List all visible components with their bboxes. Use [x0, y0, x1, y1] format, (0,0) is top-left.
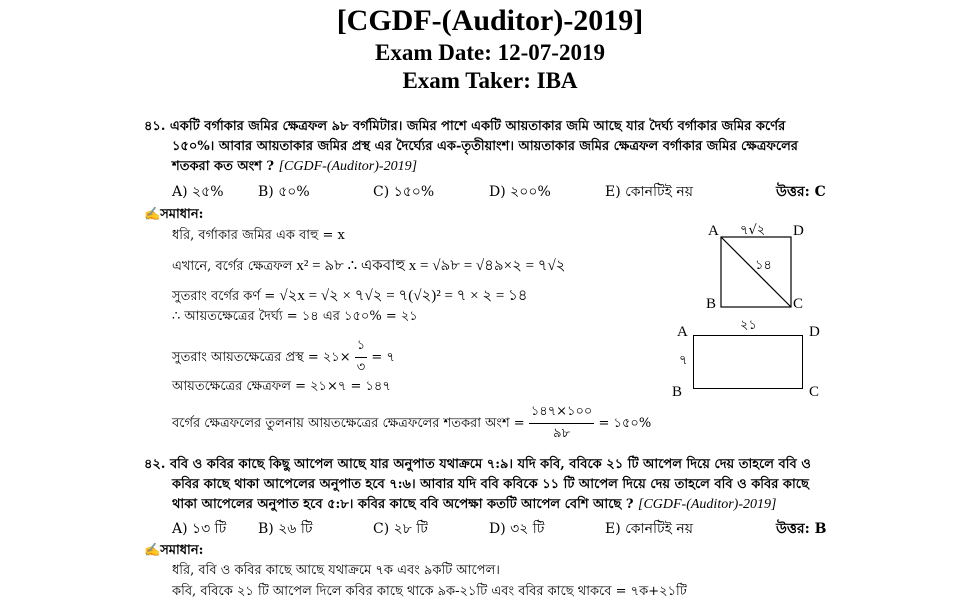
- question-42-source: [CGDF-(Auditor)-2019]: [638, 497, 777, 512]
- square-label-b: B: [706, 296, 717, 312]
- square-top-side: ৭√২: [740, 223, 766, 238]
- option-b: B) ৫০%: [258, 184, 310, 200]
- question-41-line-3: [172, 157, 417, 178]
- question-42-line-1: ৪২. ববি ও কবির কাছে কিছু আপেল আছে যার অনুপাত যথাক্রমে ৭:৯। যদি কবি, ববিকে ২১ টি আপেল দিয়ে দেয় তাহলে ববি ও: [144, 457, 811, 472]
- rectangle-label-d: D: [809, 324, 820, 340]
- question-41-source: [CGDF-(Auditor)-2019]: [278, 159, 418, 174]
- option-a: A) ১৩ টি: [172, 521, 227, 537]
- option-e: E) কোনটিই নয়: [605, 521, 693, 537]
- rectangle-label-c: C: [809, 384, 820, 400]
- answer-42: উত্তর: B: [776, 521, 827, 537]
- rectangle-label-b: B: [672, 384, 683, 400]
- rectangle-top-side: ২১: [740, 318, 757, 333]
- solution-41-line-5: সুতরাং আয়তক্ষেত্রের প্রস্থ = ২১× $\frac{১}{৩}$ = ৭: [172, 338, 395, 375]
- question-41-line-1: ৪১. একটি বর্গাকার জমির ক্ষেত্রফল ৯৮ বর্গমিটার। জমির পাশে একটি আয়তাকার জমি আছে যার দৈর্ঘ্য বর্গাকার জমির কর্ণের: [144, 119, 786, 134]
- exam-taker: Exam Taker: IBA: [402, 68, 578, 93]
- square-label-c: C: [793, 296, 804, 312]
- option-c: C) ২৮ টি: [373, 521, 428, 537]
- rectangle-label-a: A: [677, 324, 688, 340]
- solution-41-heading: ✍সমাধান:: [144, 207, 204, 222]
- pen-icon: ✍: [144, 543, 161, 558]
- solution-41-line-1: ধরি, বর্গাকার জমির এক বাহু = x: [172, 228, 345, 243]
- question-41-line-2: ১৫০%। আবার আয়তাকার জমির প্রস্থ এর দৈর্ঘ্যের এক-তৃতীয়াংশ। আয়তাকার জমির ক্ষেত্রফল বর্গাকার জমির ক্ষেত্রফলের: [172, 139, 798, 154]
- option-a: A) ২৫%: [172, 184, 224, 200]
- rectangle-shape: [693, 335, 803, 389]
- square-label-a: A: [708, 223, 719, 239]
- question-42-line-3: [172, 495, 776, 516]
- pen-icon: ✍: [144, 207, 161, 222]
- option-e: E) কোনটিই নয়: [605, 184, 693, 200]
- answer-41: উত্তর: C: [776, 184, 826, 200]
- solution-42-heading: ✍সমাধান:: [144, 543, 204, 558]
- solution-42-line-2: কবি, ববিকে ২১ টি আপেল দিলে কবির কাছে থাকে ৯ক-২১টি এবং ববির কাছে থাকবে = ৭ক+২১টি: [172, 584, 687, 599]
- question-42-text-end: থাকা আপেলের অনুপাত হবে ৫:৮। কবির কাছে ববি অপেক্ষা কতটি আপেল বেশি আছে ?: [172, 497, 634, 512]
- document-title: [CGDF-(Auditor)-2019]: [336, 4, 644, 37]
- solution-41-line-3: সুতরাং বর্গের কর্ণ = √২x = √২ × ৭√২ = ৭(√২)² = ৭ × ২ = ১৪: [172, 288, 528, 304]
- solution-41-line-7: বর্গের ক্ষেত্রফলের তুলনায় আয়তক্ষেত্রের ক্ষেত্রফলের শতকরা অংশ = $\frac{১৪৭\times ১০০}{৯৮}$ = ১৫০%: [172, 404, 652, 441]
- option-c: C) ১৫০%: [373, 184, 435, 200]
- exam-date: Exam Date: 12-07-2019: [375, 40, 605, 65]
- rectangle-left-side: ৭: [679, 353, 688, 368]
- question-42-line-2: কবির কাছে থাকা আপেলের অনুপাত হবে ৭:৬। আবার যদি ববি কবিকে ১১ টি আপেল দিয়ে দেয় তাহলে ববি ও কবির কাছে: [172, 477, 809, 492]
- option-b: B) ২৬ টি: [258, 521, 313, 537]
- solution-41-line-2: এখানে, বর্গের ক্ষেত্রফল x² = ৯৮ ∴ একবাহু x = √৯৮ = √৪৯×২ = ৭√২: [172, 258, 566, 274]
- solution-41-line-6: আয়তক্ষেত্রের ক্ষেত্রফল = ২১×৭ = ১৪৭: [172, 379, 391, 394]
- option-d: D) ২০০%: [489, 184, 551, 200]
- question-41-text-end: শতকরা কত অংশ ?: [172, 159, 275, 174]
- square-diagonal-length: ১৪: [755, 258, 772, 273]
- square-label-d: D: [793, 223, 804, 239]
- solution-41-line-4: ∴ আয়তক্ষেত্রের দৈর্ঘ্য = ১৪ এর ১৫০% = ২১: [172, 309, 418, 324]
- option-d: D) ৩২ টি: [489, 521, 545, 537]
- solution-42-line-1: ধরি, ববি ও কবির কাছে আছে যথাক্রমে ৭ক এবং ৯কটি আপেল।: [172, 563, 500, 578]
